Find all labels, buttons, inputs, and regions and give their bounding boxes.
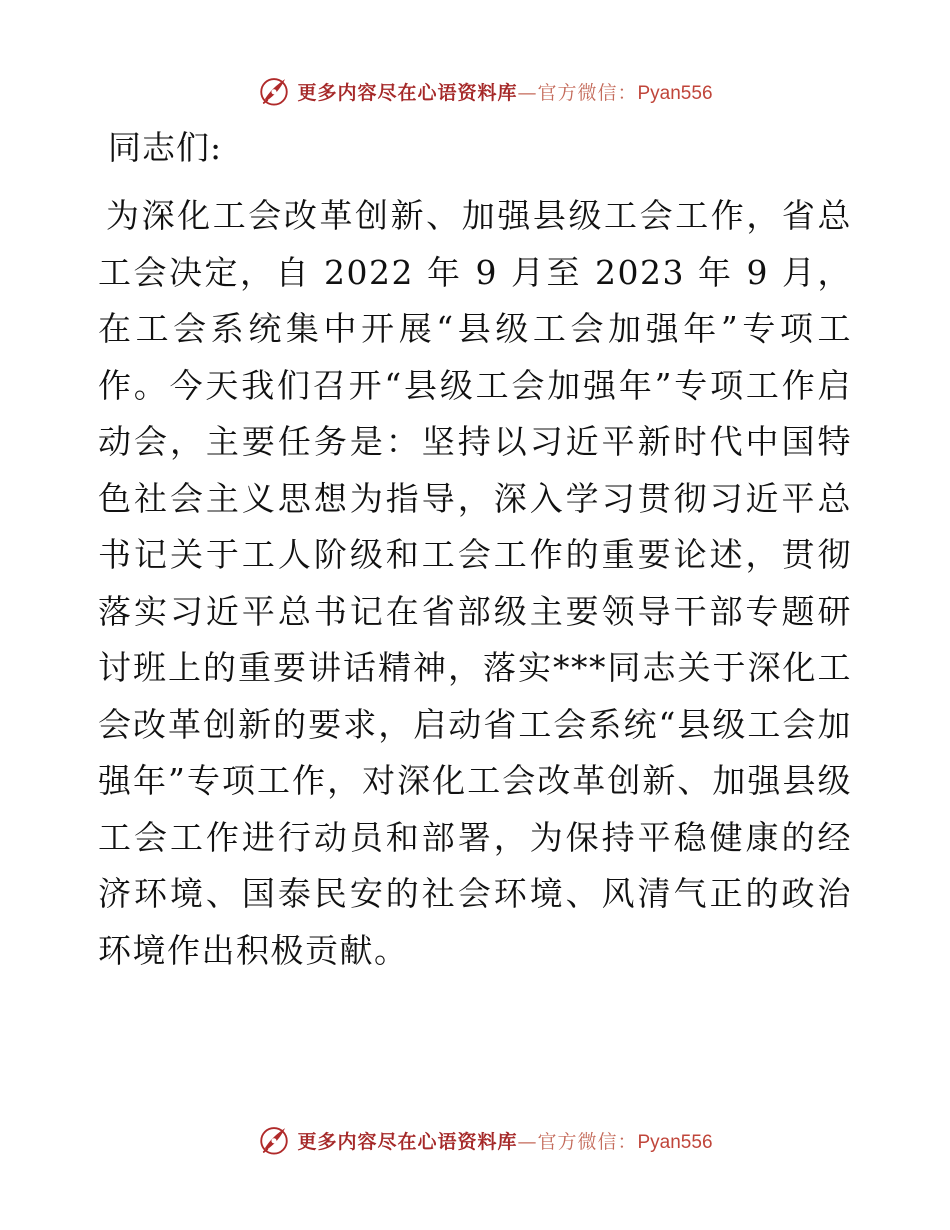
watermark-group	[257, 74, 712, 108]
watermark-text	[297, 1127, 712, 1154]
watermark-separator: —	[517, 1130, 538, 1153]
pen-nib-logo-icon	[257, 74, 291, 108]
watermark-brand: 更多内容尽在心语资料库	[297, 81, 518, 104]
header-watermark	[0, 71, 950, 111]
footer-watermark	[0, 1120, 950, 1160]
pen-nib-logo-icon	[257, 1123, 291, 1157]
watermark-group	[257, 1123, 712, 1157]
watermark-brand: 更多内容尽在心语资料库	[297, 1130, 518, 1153]
salutation: 同志们:	[108, 128, 223, 167]
watermark-text	[297, 78, 712, 105]
watermark-id: Pyan556	[637, 82, 713, 104]
watermark-separator: —	[517, 81, 538, 104]
body-paragraph: 为深化工会改革创新、加强县级工会工作，省总工会决定，自 2022 年 9 月至 2023 年 9 月，在工会系统集中开展“县级工会加强年”专项工作。今天我们召开“县级工会加强年”专项工作启动会，主要任务是：坚持以习近平新时代中国特色社会主义思想为指导，深入学习贯彻习近平总书记关于工人阶级和工会工作的重要论述，贯彻落实习近平总书记在省部级主要领导干部专题研讨班上的重要讲话精神，落实***同志关于深化工会改革创新的要求，启动省工会系统“县级工会加强年”专项工作，对深化工会改革创新、加强县级工会工作进行动员和部署，为保持平稳健康的经济环境、国泰民安的社会环境、风清气正的政治环境作出积极贡献。	[98, 196, 852, 970]
watermark-sub: 官方微信：	[537, 81, 638, 104]
document-body	[98, 120, 852, 979]
watermark-sub: 官方微信：	[537, 1130, 638, 1153]
watermark-id: Pyan556	[637, 1131, 713, 1153]
